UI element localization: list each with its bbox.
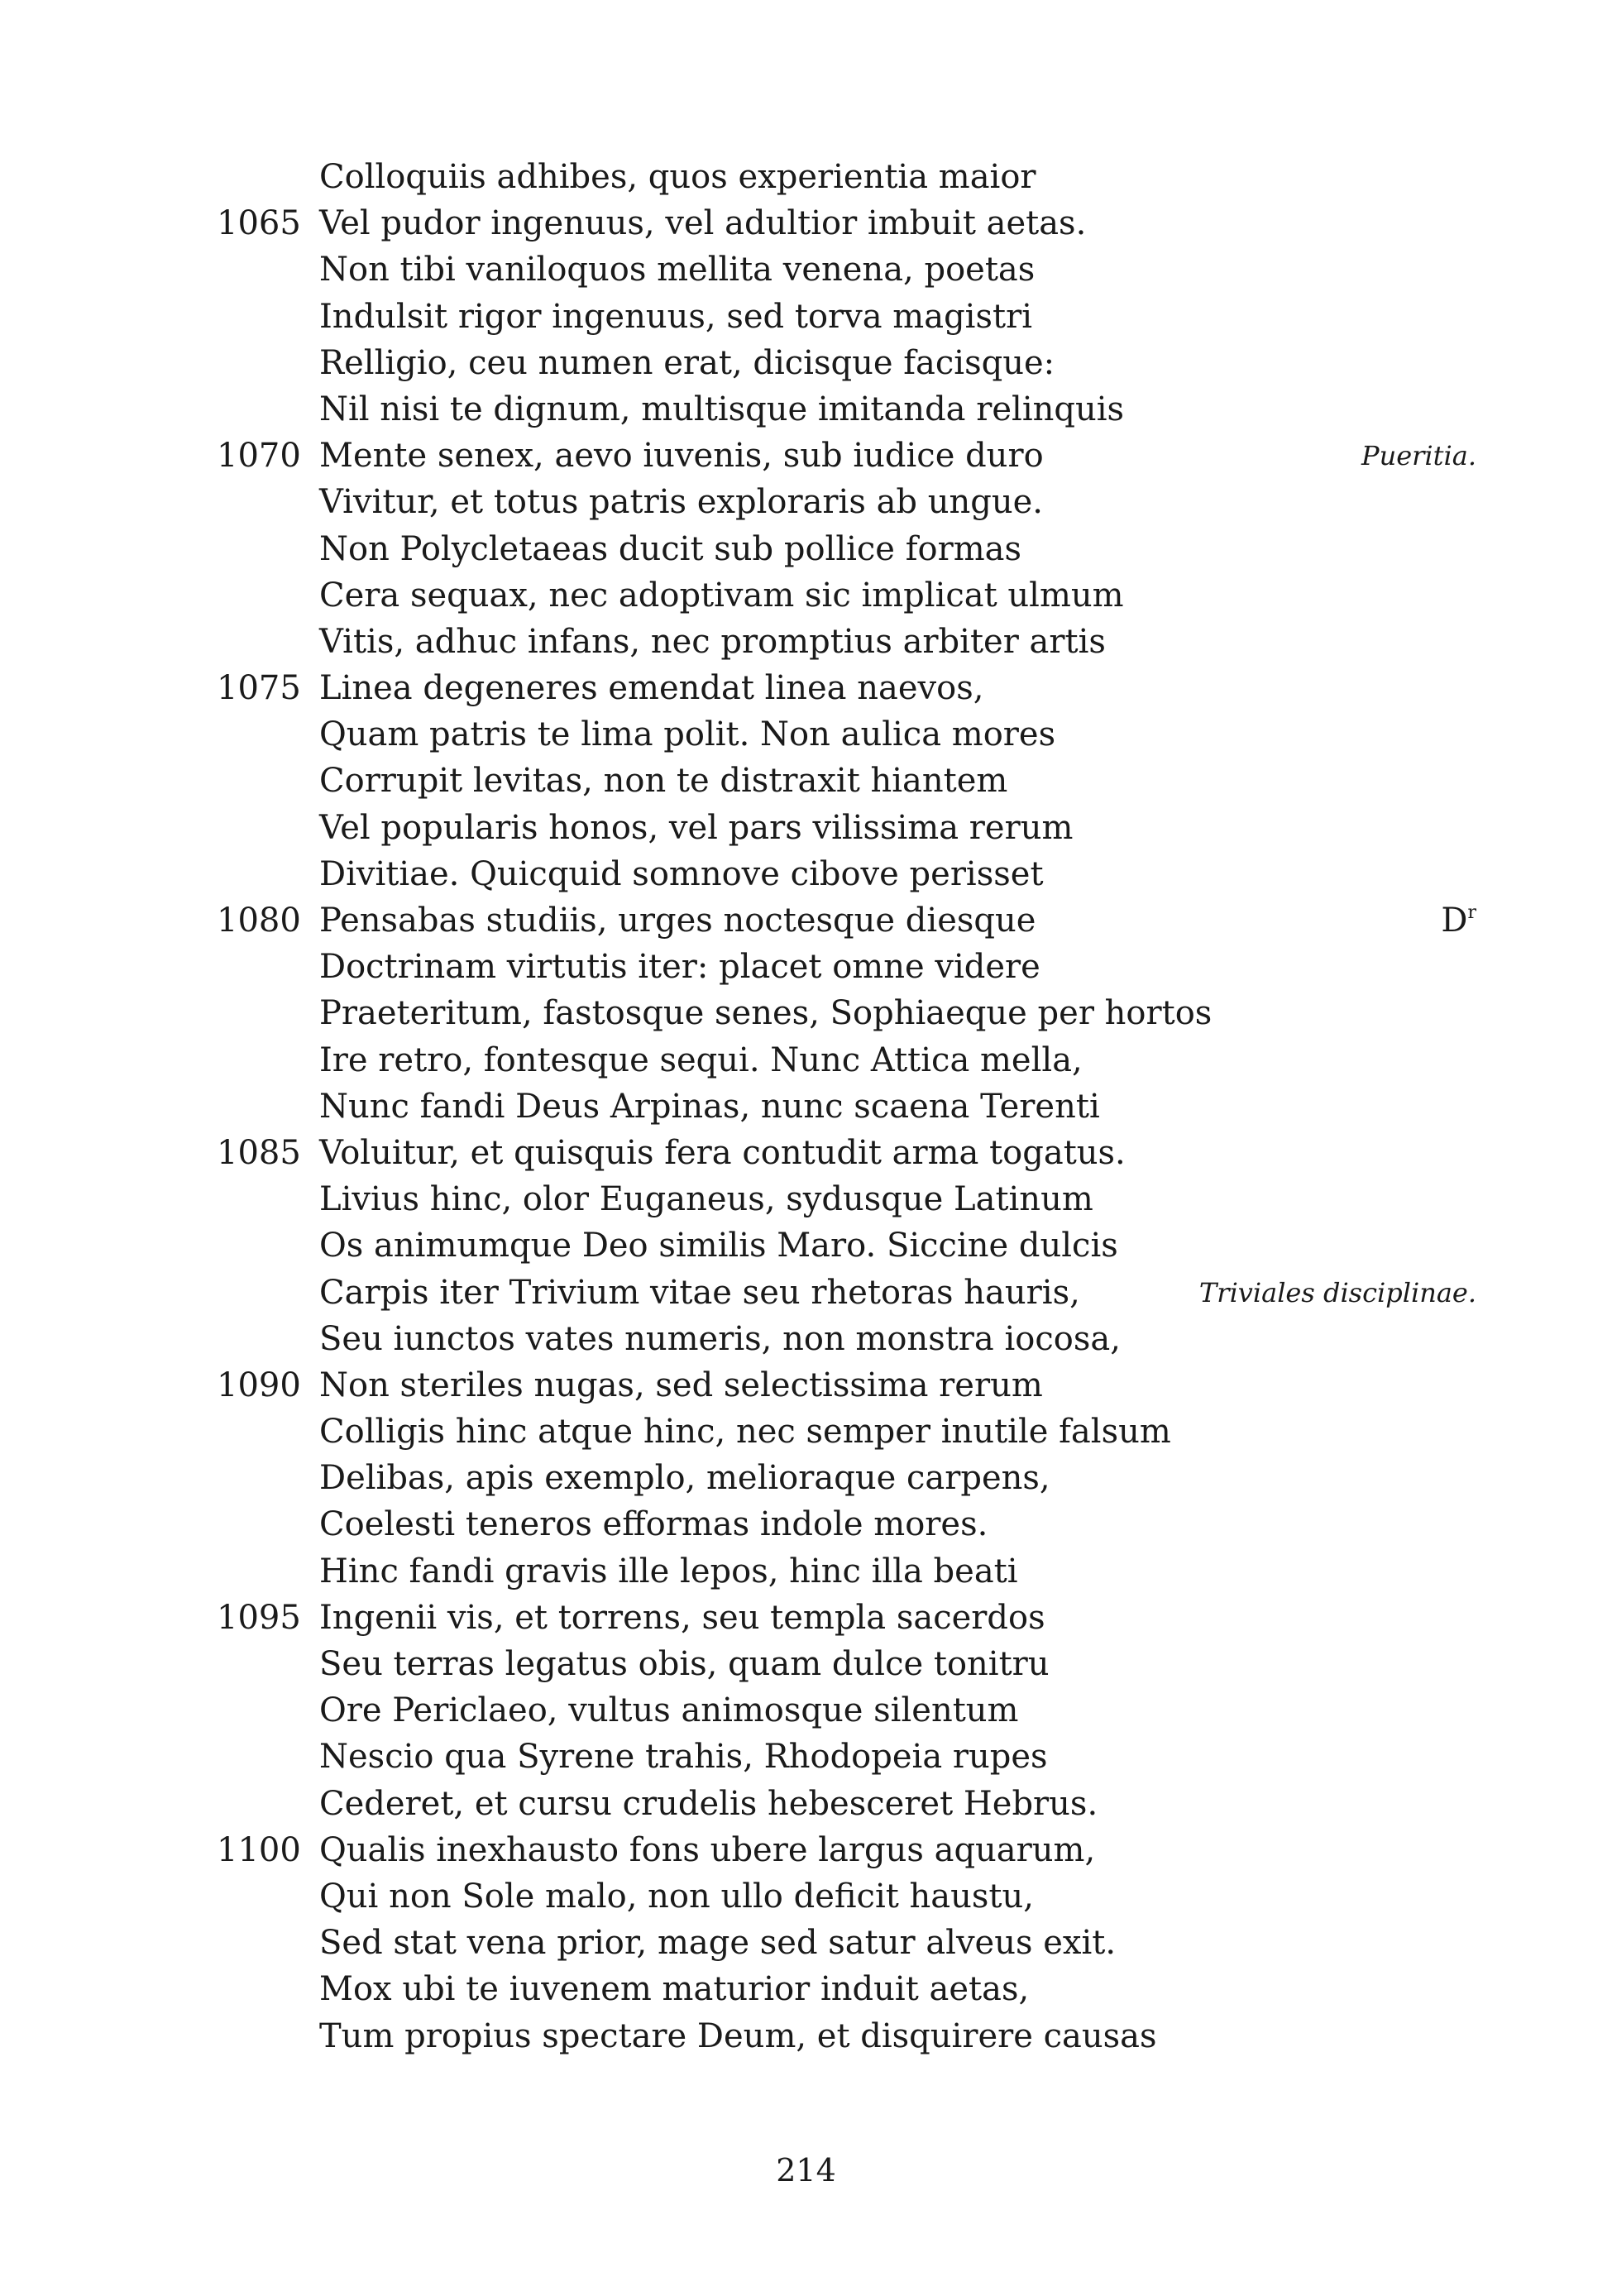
verse-line <box>0 1595 1612 1641</box>
line-number: 1085 <box>217 1133 301 1172</box>
verse-text: Pensabas studiis, urges noctesque diesque <box>319 902 1036 940</box>
verse-text: Voluitur, et quisquis fera contudit arma togatus. <box>319 1133 1126 1172</box>
line-number: 1095 <box>217 1598 301 1637</box>
verse-line <box>0 1873 1612 1920</box>
verse-text: Colligis hinc atque hinc, nec semper inutile falsum <box>319 1413 1171 1452</box>
verse-text: Hinc fandi gravis ille lepos, hinc illa beati <box>319 1552 1018 1590</box>
verse-text: Livius hinc, olor Euganeus, sydusque Latinum <box>319 1180 1093 1219</box>
verse-text: Tum propius spectare Deum, et disquirere causas <box>319 2016 1157 2055</box>
verse-text: Vitis, adhuc infans, nec promptius arbiter artis <box>319 622 1106 661</box>
verse-line <box>0 1548 1612 1595</box>
verse-line <box>0 200 1612 246</box>
verse-text: Non tibi vaniloquos mellita venena, poetas <box>319 251 1036 289</box>
verse-line <box>0 1501 1612 1547</box>
verse-line <box>0 711 1612 758</box>
margin-note-superscript: r <box>1467 902 1476 923</box>
verse-text: Delibas, apis exemplo, melioraque carpens, <box>319 1459 1050 1498</box>
line-number: 1065 <box>217 204 301 243</box>
verse-line <box>0 1827 1612 1873</box>
verse-line <box>0 1409 1612 1455</box>
verse-text: Ingenii vis, et torrens, seu templa sacerdos <box>319 1598 1045 1637</box>
verse-line <box>0 1734 1612 1780</box>
verse-line <box>0 526 1612 572</box>
verse-text: Colloquiis adhibes, quos experientia maior <box>319 158 1036 196</box>
line-number: 1080 <box>217 902 301 940</box>
verse-text: Mente senex, aevo iuvenis, sub iudice duro <box>319 437 1044 476</box>
verse-line <box>0 1270 1612 1316</box>
verse-line <box>0 1130 1612 1176</box>
verse-line <box>0 1781 1612 1827</box>
verse-text: Mox ubi te iuvenem maturior induit aetas, <box>319 1970 1030 2009</box>
margin-note-text: Pueritia. <box>1361 440 1476 472</box>
verse-text: Ire retro, fontesque sequi. Nunc Attica mella, <box>319 1040 1083 1079</box>
verse-line <box>0 851 1612 897</box>
line-number: 1070 <box>217 437 301 476</box>
verse-line <box>0 386 1612 433</box>
verse-text: Nunc fandi Deus Arpinas, nunc scaena Terenti <box>319 1087 1100 1126</box>
verse-text: Doctrinam virtutis iter: placet omne videre <box>319 948 1040 987</box>
line-number: 1075 <box>217 669 301 708</box>
verse-line <box>0 665 1612 711</box>
verse-line <box>0 758 1612 804</box>
verse-line <box>0 1362 1612 1409</box>
margin-note <box>1361 433 1476 479</box>
verse-text: Seu terras legatus obis, quam dulce tonitru <box>319 1645 1050 1683</box>
verse-text: Carpis iter Trivium vitae seu rhetoras hauris, <box>319 1273 1080 1312</box>
verse-line <box>0 1966 1612 2012</box>
verse-text: Non steriles nugas, sed selectissima rerum <box>319 1366 1043 1404</box>
margin-note <box>1441 897 1476 944</box>
verse-text: Cera sequax, nec adoptivam sic implicat ulmum <box>319 576 1124 615</box>
verse-text: Praeteritum, fastosque senes, Sophiaeque per hortos <box>319 994 1213 1033</box>
margin-note <box>1199 1270 1476 1316</box>
verse-line <box>0 433 1612 479</box>
verse-line <box>0 944 1612 990</box>
verse-text: Vivitur, et totus patris exploraris ab ungue. <box>319 483 1044 522</box>
verse-line <box>0 479 1612 525</box>
verse-block <box>0 154 1612 2059</box>
verse-line <box>0 1316 1612 1362</box>
line-number: 1090 <box>217 1366 301 1404</box>
verse-text: Os animumque Deo similis Maro. Siccine dulcis <box>319 1227 1118 1265</box>
verse-text: Indulsit rigor ingenuus, sed torva magistri <box>319 297 1032 336</box>
verse-line <box>0 897 1612 944</box>
verse-text: Coelesti teneros efformas indole mores. <box>319 1505 988 1544</box>
verse-text: Seu iunctos vates numeris, non monstra iocosa, <box>319 1319 1121 1358</box>
verse-text: Quam patris te lima polit. Non aulica mores <box>319 715 1056 754</box>
verse-line <box>0 990 1612 1036</box>
verse-line <box>0 1222 1612 1269</box>
verse-line <box>0 2013 1612 2059</box>
verse-line <box>0 1920 1612 1966</box>
verse-text: Divitiae. Quicquid somnove cibove perisset <box>319 854 1044 893</box>
verse-text: Corrupit levitas, non te distraxit hiantem <box>319 762 1008 801</box>
verse-line <box>0 619 1612 665</box>
verse-text: Qui non Sole malo, non ullo deficit haustu, <box>319 1877 1034 1916</box>
verse-text: Nil nisi te dignum, multisque imitanda relinquis <box>319 390 1125 428</box>
verse-text: Nescio qua Syrene trahis, Rhodopeia rupes <box>319 1738 1048 1777</box>
verse-line <box>0 340 1612 386</box>
verse-text: Qualis inexhausto fons ubere largus aquarum, <box>319 1830 1096 1869</box>
verse-text: Sed stat vena prior, mage sed satur alveus exit. <box>319 1924 1117 1963</box>
verse-text: Vel popularis honos, vel pars vilissima rerum <box>319 808 1074 847</box>
margin-note-text: D <box>1441 902 1468 940</box>
verse-line <box>0 805 1612 851</box>
verse-line <box>0 1641 1612 1687</box>
verse-line <box>0 154 1612 200</box>
verse-line <box>0 246 1612 293</box>
verse-text: Cederet, et cursu crudelis hebesceret Hebrus. <box>319 1784 1098 1823</box>
verse-text: Non Polycletaeas ducit sub pollice formas <box>319 529 1022 568</box>
verse-line <box>0 572 1612 619</box>
verse-text: Ore Periclaeo, vultus animosque silentum <box>319 1691 1019 1730</box>
verse-text: Linea degeneres emendat linea naevos, <box>319 669 984 708</box>
page-number: 214 <box>776 2152 836 2188</box>
verse-line <box>0 1037 1612 1083</box>
verse-text: Vel pudor ingenuus, vel adultior imbuit aetas. <box>319 204 1087 243</box>
verse-line <box>0 1687 1612 1734</box>
line-number: 1100 <box>217 1830 301 1869</box>
verse-line <box>0 1083 1612 1130</box>
verse-line <box>0 1455 1612 1501</box>
margin-note-text: Triviales disciplinae. <box>1198 1276 1476 1308</box>
verse-text: Relligio, ceu numen erat, dicisque facisque: <box>319 343 1055 382</box>
verse-line <box>0 294 1612 340</box>
verse-line <box>0 1176 1612 1222</box>
